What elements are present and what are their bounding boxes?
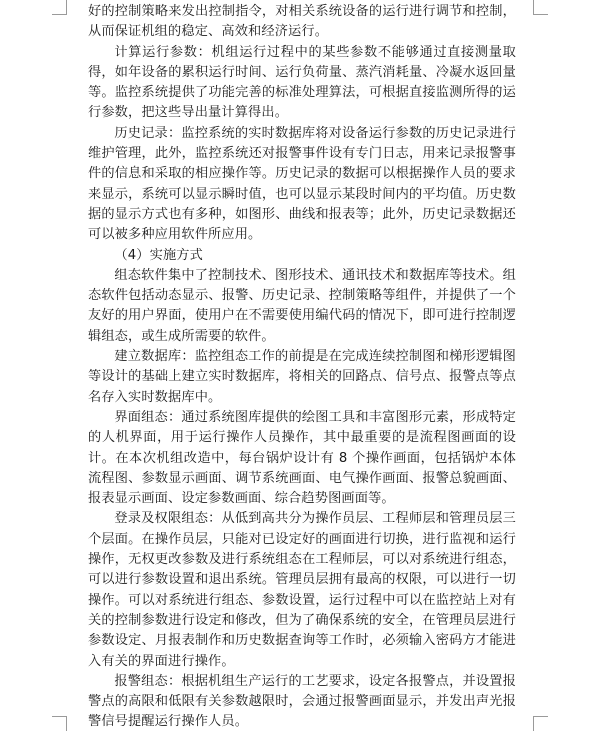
paragraph-configuration-software: 组态软件集中了控制技术、图形技术、通讯技术和数据库等技术。组态软件包括动态显示、报警、历史记录、控制策略等组件，并提供了一个友好的用户界面，使用户在不需要使用编代码的情况下，即可进行控制逻辑组态，或生成所需要的软件。 [88, 267, 516, 344]
paragraph-control-continuation: 好的控制策略来发出控制指令，对相关系统设备的运行进行调节和控制，从而保证机组的稳定、高效和经济运行。 [88, 4, 516, 40]
paragraph-build-database: 建立数据库：监控组态工作的前提是在完成连续控制图和梯形逻辑图等设计的基础上建立实时数据库，将相关的回路点、信号点、报警点等点名存入实时数据库中。 [88, 349, 516, 405]
document-body [88, 2, 516, 733]
paragraph-calculated-parameters: 计算运行参数：机组运行过程中的某些参数不能够通过直接测量取得，如年设备的累积运行时间、运行负荷量、蒸汽消耗量、冷凝水返回量等。监控系统提供了功能完善的标准处理算法，可根据直接监测所得的运行参数，把这些导出量计算得出。 [88, 44, 516, 121]
paragraph-history-records: 历史记录：监控系统的实时数据库将对设备运行参数的历史记录进行维护管理，此外，监控系统还对报警事件设有专门日志，用来记录报警事件的信息和采取的相应操作等。历史记录的数据可以根据操作人员的要求来显示，系统可以显示瞬时值，也可以显示某段时间内的平均值。历史数据的显示方式也有多种，如图形、曲线和报表等；此外，历史记录数据还可以被多种应用软件所应用。 [88, 125, 516, 243]
crop-mark-top-left [52, 0, 67, 15]
section-heading-implementation: （4）实施方式 [114, 247, 203, 263]
paragraph-login-permissions: 登录及权限组态：从低到高共分为操作员层、工程师层和管理员层三个层面。在操作员层，只能对已设定好的画面进行切换，进行监视和运行操作，无权更改参数及进行系统组态在工程师层，可以对系统进行组态，可以进行参数设置和退出系统。管理员层拥有最高的权限，可以进行一切操作。可以对系统进行组态、参数设置，运行过程中可以在监控站上对有关的控制参数进行设定和修改，但为了确保系统的安全，在管理员层进行参数设定、月报表制作和历史数据查询等工作时，必须输入密码方才能进入有关的界面进行操作。 [88, 511, 516, 669]
crop-mark-top-right [533, 0, 548, 15]
paragraph-interface-configuration: 界面组态：通过系统图库提供的绘图工具和丰富图形元素，形成特定的人机界面，用于运行操作人员操作，其中最重要的是流程图画面的设计。在本次机组改造中，每台锅炉设计有 8 个操作画面，包括锅炉本体流程图、参数显示画面、调节系统画面、电气操作画面、报警总貌画面、报表显示画面、设定参数画面、综合趋势图画面等。 [88, 409, 516, 507]
crop-mark-bottom-left [52, 716, 67, 731]
paragraph-alarm-configuration: 报警组态：根据机组生产运行的工艺要求，设定各报警点，并设置报警点的高限和低限有关参数越限时，会通过报警画面显示，并发出声光报警信号提醒运行操作人员。 [88, 673, 516, 730]
crop-mark-bottom-right [533, 716, 548, 731]
